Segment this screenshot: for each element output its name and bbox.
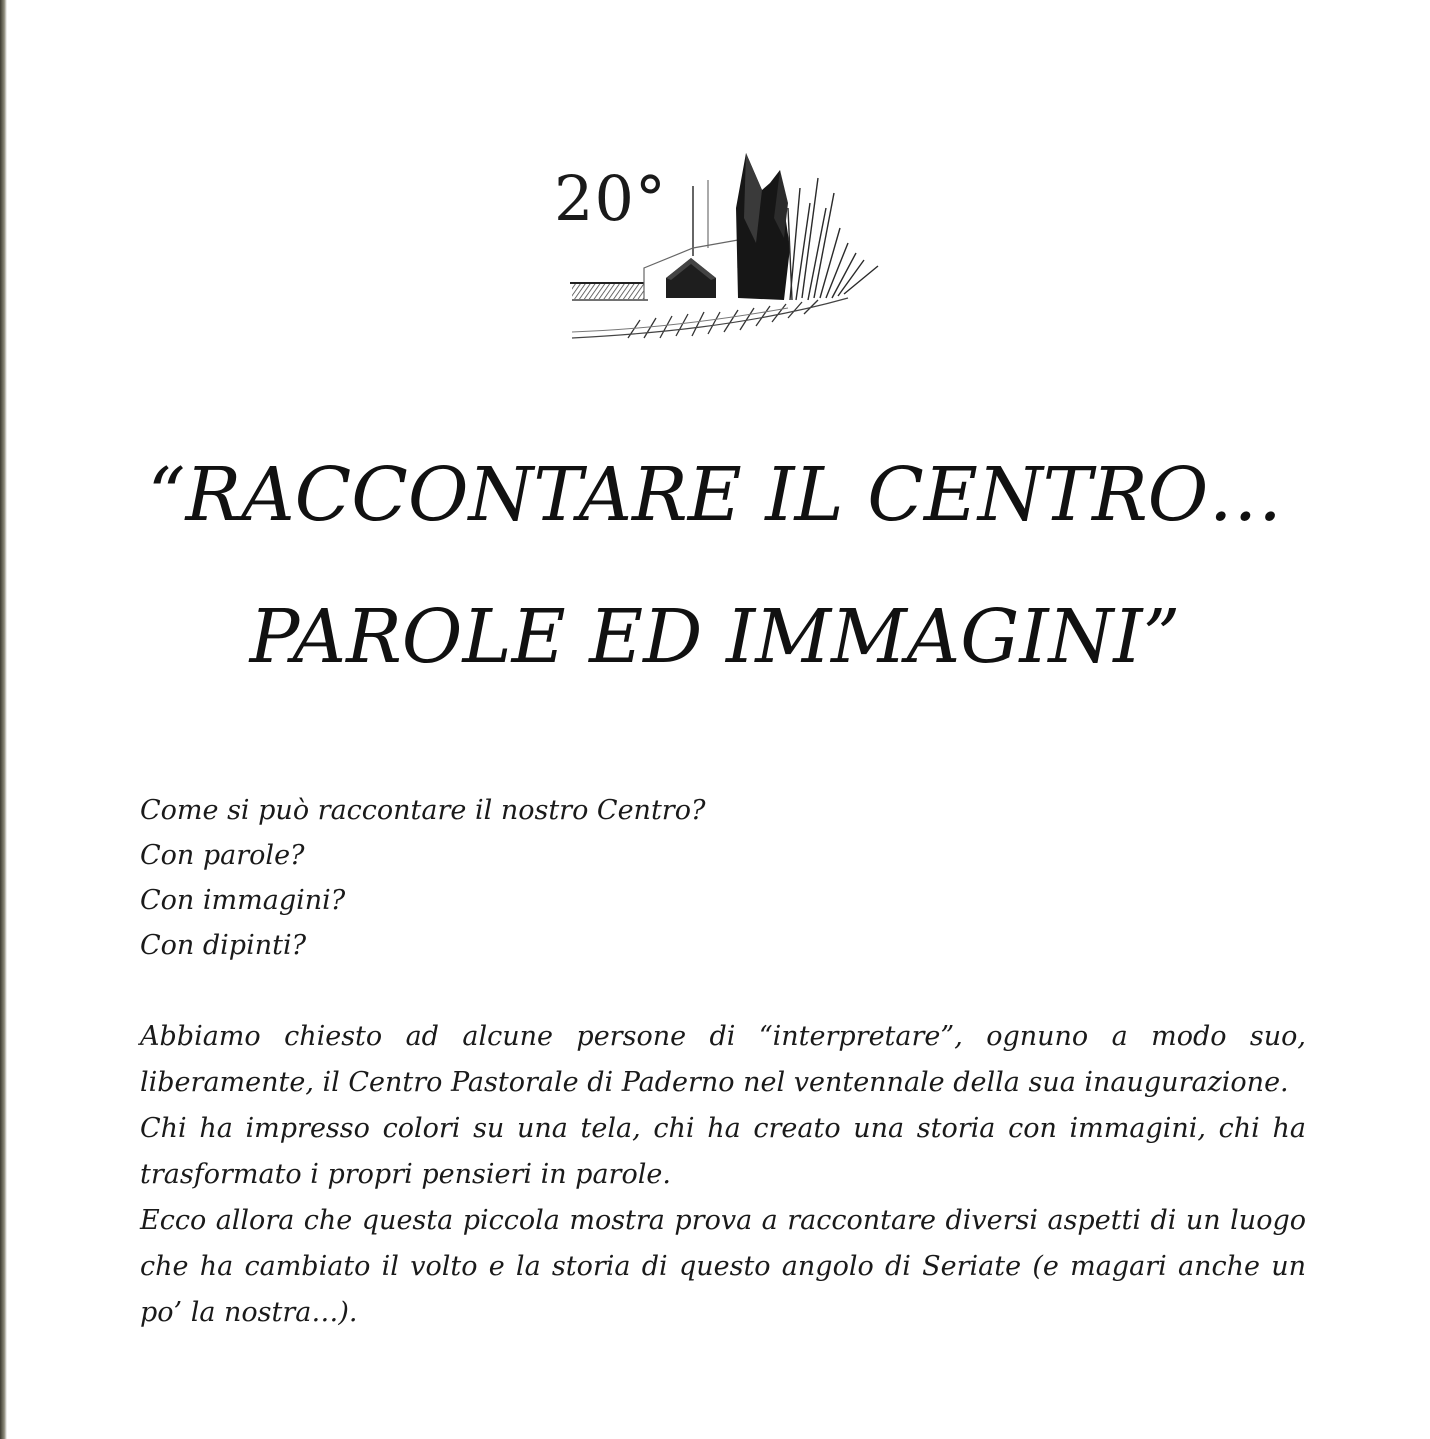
paragraph: Abbiamo chiesto ad alcune persone di “interpretare”, ognuno a modo suo, liberamente, il Centro Pastorale di Paderno nel ventennale della sua inaugurazione. bbox=[140, 1021, 1306, 1098]
body-text bbox=[140, 1014, 1306, 1336]
anniversary-logo bbox=[548, 148, 893, 346]
paragraph: Chi ha impresso colori su una tela, chi ha creato una storia con immagini, chi ha trasformato i propri pensieri in parole. bbox=[140, 1113, 1306, 1190]
main-title-line-1: “RACCONTARE IL CENTRO… bbox=[147, 452, 1283, 538]
questions-block bbox=[140, 788, 705, 968]
question-line: Come si può raccontare il nostro Centro? bbox=[140, 795, 706, 826]
question-line: Con parole? bbox=[140, 840, 305, 871]
question-line: Con immagini? bbox=[140, 885, 346, 916]
question-line: Con dipinti? bbox=[140, 930, 307, 961]
paragraph: Ecco allora che questa piccola mostra prova a raccontare diversi aspetti di un luogo che ha cambiato il volto e la storia di questo angolo di Seriate (e magari anche un po’ la nostra…). bbox=[140, 1205, 1306, 1328]
page-edge bbox=[0, 0, 7, 1439]
anniversary-number: 20° bbox=[554, 162, 667, 235]
main-title-line-2: PAROLE ED IMMAGINI” bbox=[249, 594, 1181, 680]
